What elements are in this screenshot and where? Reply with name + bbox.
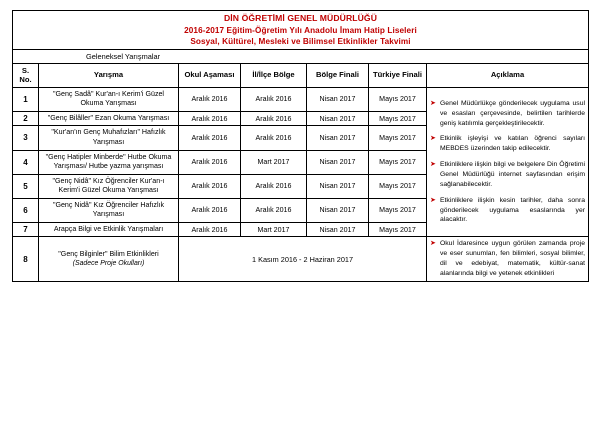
row-okul: Aralık 2016 [179,87,241,111]
row-il: Aralık 2016 [241,87,307,111]
row-il: Aralık 2016 [241,198,307,222]
section-header-row [13,49,589,63]
arrow-bullet-icon: ➤ [430,240,436,248]
row-turkiye: Mayıs 2017 [369,150,427,174]
aciklama-item [430,196,585,226]
row-il: Aralık 2016 [241,111,307,126]
aciklama-item [430,134,585,154]
title-line-2: 2016-2017 Eğitim-Öğretim Yılı Anadolu İmam Hatip Liseleri [184,25,417,35]
column-header-aciklama: Açıklama [427,63,589,87]
column-header-no: S. No. [13,63,39,87]
activity-calendar-table [12,10,589,282]
row-okul: Aralık 2016 [179,222,241,237]
row-bolge: Nisan 2017 [307,126,369,150]
row-bolge: Nisan 2017 [307,174,369,198]
column-header-okul: Okul Aşaması [179,63,241,87]
row-yarisma: "Kur'an'ın Genç Muhafızları" Hafızlık Yarışması [39,126,179,150]
title-line-3: Sosyal, Kültürel, Mesleki ve Bilimsel Etkinlikler Takvimi [190,36,411,46]
row-il: Aralık 2016 [241,174,307,198]
row-bolge: Nisan 2017 [307,198,369,222]
row-yarisma: "Genç Sadâ" Kur'an-ı Kerim'i Güzel Okuma Yarışması [39,87,179,111]
row-turkiye: Mayıs 2017 [369,87,427,111]
document-title [13,11,589,50]
aciklama-last [427,237,589,281]
row-okul: Aralık 2016 [179,198,241,222]
aciklama-item [430,99,585,129]
row-no: 1 [13,87,39,111]
row-merged-date: 1 Kasım 2016 - 2 Haziran 2017 [179,237,427,281]
row-il: Aralık 2016 [241,126,307,150]
aciklama-main [427,87,589,237]
aciklama-text: Genel Müdürlükçe gönderilecek uygulama usul ve esasları çerçevesinde, belirtilen tarihlerde geniş katılımla gerçekleştirilecektir. [440,99,585,127]
row-bolge: Nisan 2017 [307,111,369,126]
row-no: 7 [13,222,39,237]
row-turkiye: Mayıs 2017 [369,222,427,237]
aciklama-text: Etkinliklere ilişkin kesin tarihler, daha sonra gönderilecek uygulama esaslarında yer alacaktır. [440,196,585,224]
aciklama-item [430,239,585,278]
row-no: 2 [13,111,39,126]
column-header-bolge: Bölge Finali [307,63,369,87]
row-il: Mart 2017 [241,222,307,237]
row-no: 6 [13,198,39,222]
row-no: 8 [13,237,39,281]
arrow-bullet-icon: ➤ [430,99,436,107]
row-turkiye: Mayıs 2017 [369,126,427,150]
row-turkiye: Mayıs 2017 [369,111,427,126]
section-header-label: Geleneksel Yarışmalar [86,51,161,61]
row-bolge: Nisan 2017 [307,222,369,237]
row-yarisma: Arapça Bilgi ve Etkinlik Yarışmaları [39,222,179,237]
title-row [13,11,589,50]
row-okul: Aralık 2016 [179,126,241,150]
column-header-turkiye: Türkiye Finali [369,63,427,87]
column-header-il: İl/İlçe Bölge [241,63,307,87]
aciklama-text: Okul İdaresince uygun görülen zamanda proje ve eser sunumları, fen bilimleri, sosyal bilimler, dil ve edebiyat, matematik, kültür-sanat alanlarında bilgi ve yetenek etkinlikleri [440,240,585,277]
row-yarisma: "Genç Bilâller" Ezan Okuma Yarışması [39,111,179,126]
row-okul: Aralık 2016 [179,111,241,126]
arrow-bullet-icon: ➤ [430,196,436,204]
row-il: Mart 2017 [241,150,307,174]
row-okul: Aralık 2016 [179,174,241,198]
row-yarisma [39,237,179,281]
aciklama-text: Etkinlik işleyişi ve katılan öğrenci sayıları MEBDES üzerinden takip edilecektir. [440,135,585,153]
row-okul: Aralık 2016 [179,150,241,174]
row-no: 4 [13,150,39,174]
column-header-row [13,63,589,87]
row-yarisma: "Genç Nidâ" Kız Öğrenciler Kur'an-ı Kerim'i Güzel Okuma Yarışması [39,174,179,198]
row-no: 5 [13,174,39,198]
arrow-bullet-icon: ➤ [430,161,436,169]
row-turkiye: Mayıs 2017 [369,174,427,198]
row-yarisma-subtitle: (Sadece Proje Okulları) [72,260,145,268]
row-yarisma-title: "Genç Bilginler" Bilim Etkinlikleri [58,249,159,258]
row-turkiye: Mayıs 2017 [369,198,427,222]
section-header [13,49,589,63]
title-line-1: DİN ÖĞRETİMİ GENEL MÜDÜRLÜĞÜ [223,13,378,23]
row-bolge: Nisan 2017 [307,87,369,111]
row-yarisma: "Genç Nidâ" Kız Öğrenciler Hafızlık Yarışması [39,198,179,222]
column-header-yarisma: Yarışma [39,63,179,87]
row-no: 3 [13,126,39,150]
arrow-bullet-icon: ➤ [430,135,436,143]
aciklama-item [430,160,585,190]
aciklama-text: Etkinliklere ilişkin bilgi ve belgelere Din Öğretimi Genel Müdürlüğü internet sayfasından erişim sağlanabilecektir. [440,161,585,188]
table-row [13,87,589,111]
row-yarisma: "Genç Hatipler Minberde" Hutbe Okuma Yarışması/ Hutbe yazma yarışması [39,150,179,174]
table-row [13,237,589,281]
row-bolge: Nisan 2017 [307,150,369,174]
